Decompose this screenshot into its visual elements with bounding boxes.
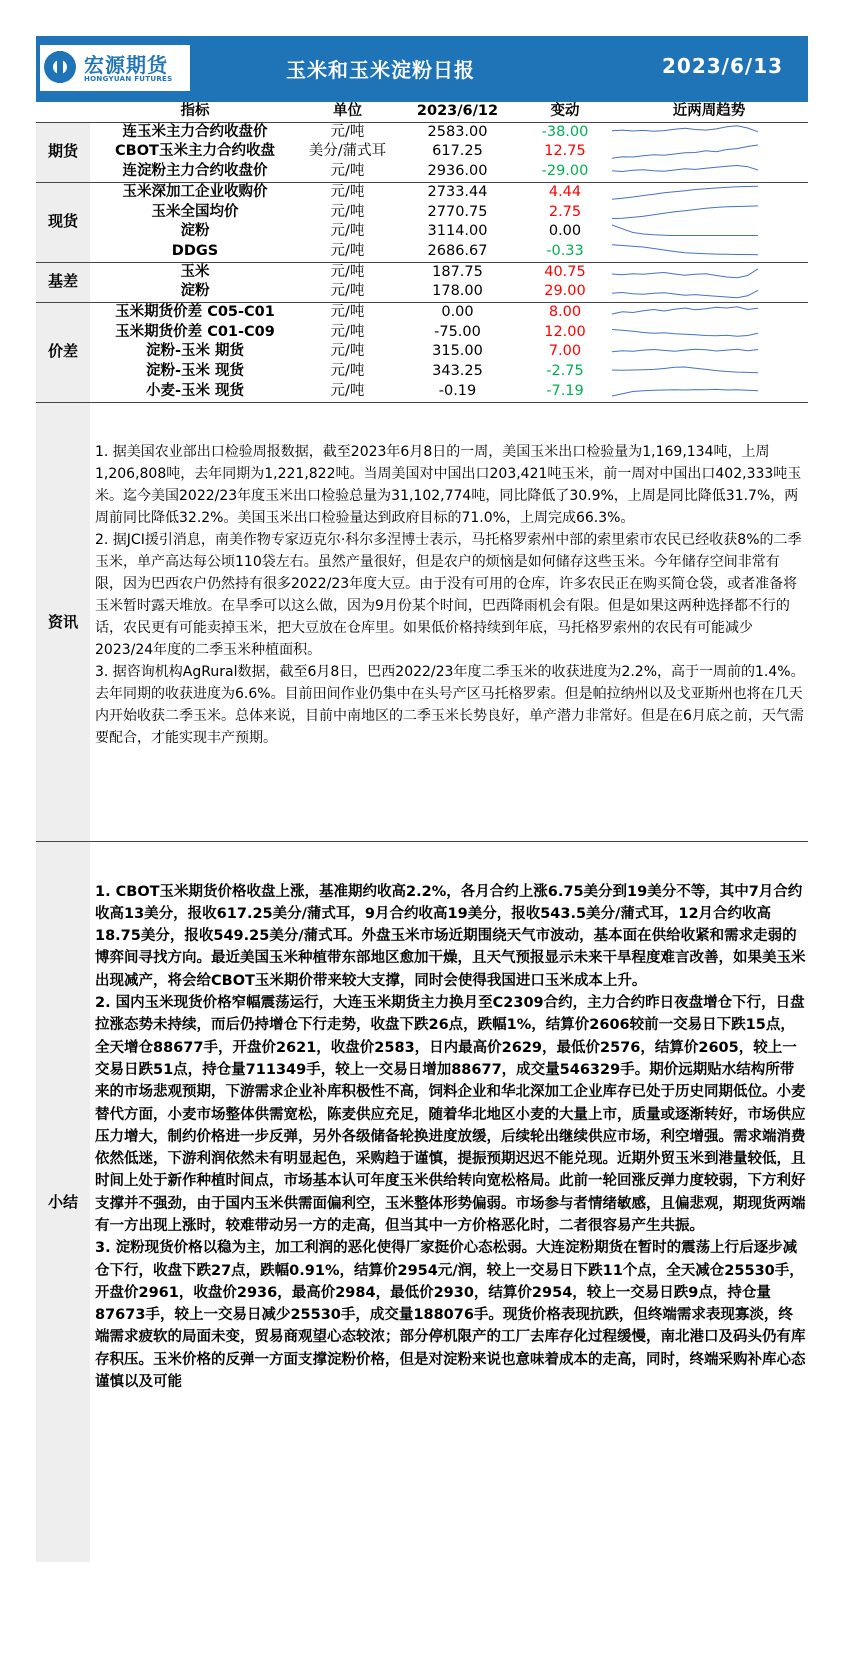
table-row xyxy=(36,222,808,242)
report-title: 玉米和玉米淀粉日报 xyxy=(286,58,475,82)
unit-cell: 美分/蒲式耳 xyxy=(308,143,387,160)
table-row xyxy=(36,362,808,382)
sparkline-line xyxy=(612,269,758,278)
sparkline-line xyxy=(612,126,758,132)
value-cell: 187.75 xyxy=(395,262,520,282)
indicator-name: 小麦-玉米 现货 xyxy=(145,382,245,399)
report-date: 2023/6/13 xyxy=(662,54,784,78)
news-text xyxy=(90,403,807,841)
sparkline-line xyxy=(612,166,758,172)
category-label: 现货 xyxy=(36,182,90,262)
summary-paragraph-1: 1. CBOT玉米期货价格收盘上涨，基准期约收高2.2%，各月合约上涨6.75美分到19美分不等，其中7月合约收高13美分，报收617.25美分/蒲式耳，9月合约收高19美分，报收543.5美分/蒲式耳，12月合约收高18.75美分，报收549.25美分/蒲式耳。外盘玉米市场近期围绕天气市波动，基本面在供给收紧和需求走弱的博弈间寻找方向。最近美国玉米种植带东部地区愈加干燥，且天气预报显示未来干旱程度难言改善，如果美玉米出现减产，将会给CBOT玉米期价带来较大支撑，同时会使得我国进口玉米成本上升。 xyxy=(95,883,806,989)
table-row xyxy=(36,242,808,262)
sparkline-line xyxy=(612,225,758,236)
indicator-name: CBOT玉米主力合约收盘 xyxy=(115,143,275,160)
trend-sparkline xyxy=(610,222,808,242)
sparkline-chart xyxy=(610,303,760,322)
unit-cell: 元/吨 xyxy=(330,163,365,180)
unit-cell: 元/吨 xyxy=(330,343,365,360)
table-row xyxy=(36,282,808,302)
header-unit: 单位 xyxy=(300,102,395,122)
sparkline-chart xyxy=(610,223,760,242)
indicator-name: 玉米 xyxy=(90,262,300,282)
change-cell: 12.75 xyxy=(544,143,586,160)
unit-cell: 元/吨 xyxy=(330,203,365,220)
trend-sparkline xyxy=(610,142,808,162)
value-cell: 2733.44 xyxy=(395,182,520,202)
table-row xyxy=(36,203,808,223)
sparkline-line xyxy=(612,390,758,397)
sparkline-chart xyxy=(610,323,760,342)
sparkline-line xyxy=(612,290,758,298)
table-row xyxy=(36,182,808,202)
unit-cell: 元/吨 xyxy=(330,242,365,259)
sparkline-chart xyxy=(610,362,760,381)
report-header xyxy=(36,36,808,102)
summary-section xyxy=(36,841,808,1562)
trend-sparkline xyxy=(610,323,808,343)
table-row xyxy=(36,162,808,182)
trend-sparkline xyxy=(610,382,808,402)
logo-en: HONGYUAN FUTURES xyxy=(84,75,173,83)
value-cell: 343.25 xyxy=(432,363,483,380)
sparkline-chart xyxy=(610,143,760,162)
sparkline-chart xyxy=(610,263,760,282)
report-page xyxy=(36,36,808,1562)
table-row xyxy=(36,262,808,282)
unit-cell: 元/吨 xyxy=(330,283,365,300)
indicator-name: 连玉米主力合约收盘价 xyxy=(122,123,268,140)
unit-cell: 元/吨 xyxy=(300,262,395,282)
sparkline-line xyxy=(612,349,758,352)
header-change: 变动 xyxy=(520,102,610,122)
indicator-name: 玉米期货价差 C05-C01 xyxy=(90,303,300,323)
sparkline-chart xyxy=(610,183,760,202)
change-cell: 40.75 xyxy=(520,262,610,282)
sparkline-line xyxy=(612,330,758,337)
trend-sparkline xyxy=(610,162,808,182)
sparkline-line xyxy=(612,206,758,219)
indicator-name: 连淀粉主力合约收盘价 xyxy=(122,163,268,180)
sparkline-chart xyxy=(610,203,760,222)
unit-cell: 元/吨 xyxy=(330,382,365,399)
unit-cell: 元/吨 xyxy=(300,182,395,202)
unit-cell: 元/吨 xyxy=(330,323,365,340)
sparkline-line xyxy=(612,186,758,199)
sparkline-line xyxy=(612,245,758,255)
change-cell: -7.19 xyxy=(546,382,584,399)
sparkline-chart xyxy=(610,283,760,302)
table-row xyxy=(36,122,808,142)
trend-sparkline xyxy=(610,242,808,262)
trend-sparkline xyxy=(610,303,808,323)
change-cell: -29.00 xyxy=(541,163,589,180)
indicator-name: 淀粉-玉米 现货 xyxy=(145,363,245,380)
indicator-name: 淀粉 xyxy=(180,223,210,240)
change-cell: 2.75 xyxy=(548,203,582,220)
change-cell: 12.00 xyxy=(544,323,586,340)
trend-sparkline xyxy=(610,203,808,223)
unit-cell: 元/吨 xyxy=(300,303,395,323)
indicator-name: DDGS xyxy=(171,242,219,259)
sparkline-chart xyxy=(610,343,760,362)
value-cell: 178.00 xyxy=(432,283,483,300)
value-cell: -0.19 xyxy=(438,382,477,399)
table-row xyxy=(36,303,808,323)
indicator-name: 玉米全国均价 xyxy=(151,203,239,220)
indicator-name: 淀粉-玉米 期货 xyxy=(145,343,245,360)
table-header-row xyxy=(36,102,808,122)
news-paragraph-3: 3. 据咨询机构AgRural数据，截至6月8日，巴西2022/23年度二季玉米的收获进度为2.2%，高于一周前的1.4%。去年同期的收获进度为6.6%。目前田间作业仍集中在头号产区马托格罗索。但是帕拉纳州以及戈亚斯州也将在几天内开始收获二季玉米。总体来说，目前中南地区的二季玉米长势良好，单产潜力非常好。但是在6月底之前，天气需要配合，才能实现丰产预期。 xyxy=(95,663,805,746)
sparkline-line xyxy=(612,367,758,373)
table-row xyxy=(36,323,808,343)
indicator-name: 淀粉 xyxy=(180,283,210,300)
news-paragraph-1: 1. 据美国农业部出口检验周报数据，截至2023年6月8日的一周，美国玉米出口检验量为1,169,134吨，上周1,206,808吨，去年同期为1,221,822吨。当周美国对中国出口203,421吨玉米，前一周对中国出口402,333吨玉米。迄今美国2022/23年度玉米出口检验总量为31,102,774吨，同比降低了30.9%，上周是同比降低31.7%，两周前同比降低32.2%。美国玉米出口检验量达到政府目标的71.0%，上周完成66.3%。 xyxy=(95,443,802,526)
value-cell: 3114.00 xyxy=(427,223,488,240)
header-blank xyxy=(36,102,90,122)
indicator-table xyxy=(36,102,808,402)
sparkline-line xyxy=(612,145,758,158)
table-row xyxy=(36,382,808,402)
change-cell: 0.00 xyxy=(548,223,582,240)
category-label: 基差 xyxy=(36,262,90,302)
value-cell: 617.25 xyxy=(432,143,483,160)
trend-sparkline xyxy=(610,182,808,202)
summary-paragraph-2: 2. 国内玉米现货价格窄幅震荡运行，大连玉米期货主力换月至C2309合约，主力合约昨日夜盘增仓下行，日盘拉涨态势未持续，而后仍持增仓下行走势，收盘下跌26点，跌幅1%，结算价2606较前一交易日下跌15点，全天增仓88677手，开盘价2621，收盘价2583，日内最高价2629，最低价2576，结算价2605，较上一交易日跌51点，持仓量711349手，较上一交易日增加88677，成交量546329手。期价远期贴水结构所带来的市场悲观预期，下游需求企业补库积极性不高，饲料企业和华北深加工企业库存已处于历史同期低位。小麦替代方面，小麦市场整体供需宽松，陈麦供应充足，随着华北地区小麦的大量上市，质量或逐渐转好，市场供应压力增大，制约价格进一步反弹，另外各级储备轮换进度放缓，后续轮出继续供应市场，利空增强。需求端消费依然低迷，下游利润依然未有明显起色，采购趋于谨慎，提振预期迟迟不能兑现。近期外贸玉米到港量较低，且时间上处于新作种植时间点，市场基本认可年度玉米供给转向宽松格局。此前一轮回涨反弹力度较弱，下方利好支撑并不强劲，由于国内玉米供需面偏利空，玉米整体形势偏弱。市场参与者情绪敏感，且偏悲观，期现货两端有一方出现上涨时，较难带动另一方的走高，但当其中一方价格恶化时，二者很容易产生共振。 xyxy=(95,995,806,1234)
unit-cell: 元/吨 xyxy=(330,123,365,140)
value-cell: 2770.75 xyxy=(427,203,488,220)
unit-cell: 元/吨 xyxy=(330,363,365,380)
header-date: 2023/6/12 xyxy=(395,102,520,122)
change-cell: -0.33 xyxy=(546,242,584,259)
sparkline-chart xyxy=(610,242,760,261)
indicator-name: 玉米深加工企业收购价 xyxy=(90,182,300,202)
value-cell: 2686.67 xyxy=(427,242,488,259)
news-paragraph-2: 2. 据JCI援引消息，南美作物专家迈克尔·科尔多涅博士表示，马托格罗索州中部的索里索市农民已经收获8%的二季玉米，单产高达每公顷110袋左右。虽然产量很好，但是农户的烦恼是如何储存这些玉米。今年储存空间非常有限，因为巴西农户仍然持有很多2022/23年度大豆。由于没有可用的仓库，许多农民正在购买简仓袋，或者准备将玉米暂时露天堆放。在旱季可以这么做，因为9月份某个时间，巴西降雨机会有限。但是如果这两种选择都不行的话，农民更有可能卖掉玉米，把大豆放在仓库里。如果低价格持续到年底，马托格罗索州的农民有可能减少2023/24年度的二季玉米种植面积。 xyxy=(95,531,802,658)
sparkline-chart xyxy=(610,123,760,142)
summary-text xyxy=(90,842,807,1562)
indicator-name: 玉米期货价差 C01-C09 xyxy=(115,323,275,340)
table-row xyxy=(36,342,808,362)
change-cell: 8.00 xyxy=(520,303,610,323)
sparkline-line xyxy=(612,307,758,314)
trend-sparkline xyxy=(610,282,808,302)
news-section xyxy=(36,402,808,841)
change-cell: -2.75 xyxy=(546,363,584,380)
value-cell: 2583.00 xyxy=(427,123,488,140)
value-cell: 0.00 xyxy=(395,303,520,323)
change-cell: 7.00 xyxy=(548,343,582,360)
trend-sparkline xyxy=(610,342,808,362)
trend-sparkline xyxy=(610,362,808,382)
header-indicator: 指标 xyxy=(90,102,300,122)
trend-sparkline xyxy=(610,262,808,282)
summary-paragraph-3: 3. 淀粉现货价格以稳为主，加工利润的恶化使得厂家挺价心态松弱。大连淀粉期货在暂时的震荡上行后逐步减仓下行，收盘下跌27点，跌幅0.91%，结算价2954元/润，较上一交易日下跌11个点，全天减仓25530手，开盘价2961，收盘价2936，最高价2984，最低价2930，结算价2954，较上一交易日跌9点，持仓量87673手，较上一交易日减少25530手，成交量188076手。现货价格表现抗跌，但终端需求表现寡淡，终端需求疲软的局面未变，贸易商观望心态较浓；部分停机限产的工厂去库存化过程缓慢，南北港口及码头仍有库存积压。玉米价格的反弹一方面支撑淀粉价格，但是对淀粉来说也意味着成本的走高，同时，终端采购补库心态谨慎以及可能 xyxy=(95,1240,806,1391)
value-cell: 2936.00 xyxy=(427,163,488,180)
change-cell: 4.44 xyxy=(520,182,610,202)
header-trend: 近两周趋势 xyxy=(610,102,808,122)
category-label: 价差 xyxy=(36,303,90,402)
change-cell: -38.00 xyxy=(541,123,589,140)
trend-sparkline xyxy=(610,122,808,142)
unit-cell: 元/吨 xyxy=(330,223,365,240)
sparkline-chart xyxy=(610,162,760,181)
company-logo xyxy=(40,45,190,91)
logo-cn: 宏源期货 xyxy=(84,53,168,77)
value-cell: 315.00 xyxy=(432,343,483,360)
category-label: 期货 xyxy=(36,122,90,182)
sparkline-chart xyxy=(610,382,760,401)
value-cell: -75.00 xyxy=(434,323,481,340)
table-row xyxy=(36,142,808,162)
logo-mark-icon xyxy=(44,51,76,83)
change-cell: 29.00 xyxy=(544,283,586,300)
news-label: 资讯 xyxy=(36,403,90,841)
summary-label: 小结 xyxy=(36,842,90,1562)
